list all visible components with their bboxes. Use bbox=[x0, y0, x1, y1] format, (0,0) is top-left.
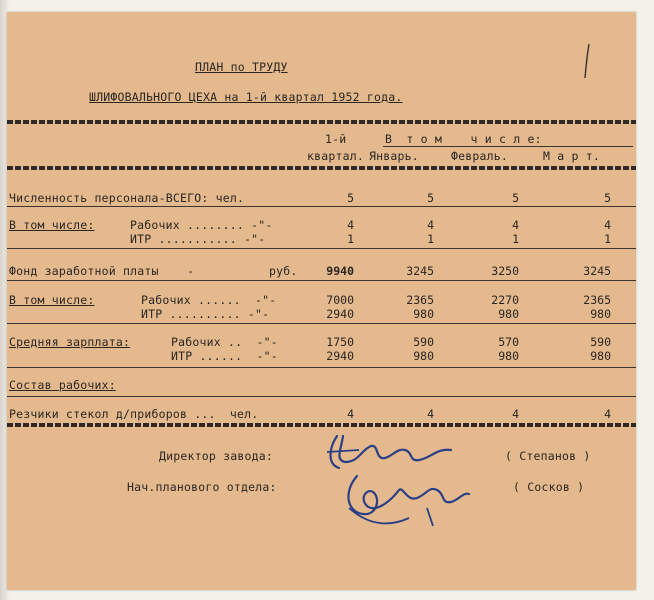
wage-workers-label: Рабочих ...... -"- bbox=[141, 293, 277, 307]
col-quarter-bottom: квартал. bbox=[307, 149, 364, 163]
avg-itr-q1: 2940 bbox=[326, 349, 354, 363]
row-rule-5 bbox=[7, 367, 636, 368]
wage-itr-q1: 2940 bbox=[326, 307, 354, 321]
wage-fund-mar: 3245 bbox=[583, 264, 611, 278]
page-subtitle: ШЛИФОВАЛЬНОГО ЦЕХА на 1-й квартал 1952 года. bbox=[89, 90, 403, 104]
glass-cutters-label: Резчики стекол д/приборов ... чел. bbox=[9, 407, 259, 421]
page-title: ПЛАН по ТРУДУ bbox=[195, 60, 288, 74]
wage-itr-feb: 980 bbox=[498, 307, 519, 321]
staff-total-mar: 5 bbox=[604, 191, 611, 205]
staff-workers-mar: 4 bbox=[604, 218, 611, 232]
document-page bbox=[7, 12, 636, 590]
staff-itr-mar: 1 bbox=[604, 232, 611, 246]
avg-itr-label: ИТР ...... -"- bbox=[171, 349, 278, 363]
header-top-rule bbox=[7, 120, 636, 124]
staff-workers-q1: 4 bbox=[347, 218, 354, 232]
workers-composition-label: Состав рабочих: bbox=[9, 378, 116, 392]
wage-itr-label: ИТР .......... -"- bbox=[141, 307, 270, 321]
wage-fund-label: Фонд заработной платы - bbox=[9, 264, 195, 278]
glass-cutters-jan: 4 bbox=[427, 407, 434, 421]
planning-label: Нач.планового отдела: bbox=[127, 480, 277, 494]
staff-workers-jan: 4 bbox=[427, 218, 434, 232]
header-bottom-rule bbox=[7, 166, 636, 170]
glass-cutters-feb: 4 bbox=[512, 407, 519, 421]
avg-itr-mar: 980 bbox=[590, 349, 611, 363]
planning-signature-icon bbox=[337, 468, 477, 532]
avg-workers-feb: 570 bbox=[498, 335, 519, 349]
wage-breakdown-prefix: В том числе: bbox=[9, 293, 95, 307]
row-rule-6 bbox=[7, 396, 636, 397]
wage-workers-q1: 7000 bbox=[326, 293, 354, 307]
staff-total-jan: 5 bbox=[427, 191, 434, 205]
staff-total-label: Численность персонала-ВСЕГО: чел. bbox=[9, 191, 245, 205]
pen-mark-icon bbox=[577, 42, 597, 82]
staff-itr-jan: 1 bbox=[427, 232, 434, 246]
col-in-that-number: В т о м ч и с л е: bbox=[385, 132, 542, 146]
row-rule-4 bbox=[7, 323, 636, 324]
row-rule-1 bbox=[7, 206, 636, 207]
avg-itr-jan: 980 bbox=[413, 349, 434, 363]
staff-workers-label: Рабочих ........ -"- bbox=[130, 218, 273, 232]
staff-total-q1: 5 bbox=[347, 191, 354, 205]
col-quarter-top: 1-й bbox=[325, 132, 347, 146]
staff-itr-q1: 1 bbox=[347, 232, 354, 246]
staff-breakdown-prefix: В том числе: bbox=[9, 218, 95, 232]
avg-workers-label: Рабочих .. -"- bbox=[171, 335, 278, 349]
header-sub-rule bbox=[383, 146, 633, 147]
staff-itr-label: ИТР ........... -"- bbox=[130, 232, 266, 246]
col-february: Февраль. bbox=[451, 149, 508, 163]
col-january: Январь. bbox=[369, 149, 419, 163]
planning-name: ( Сосков ) bbox=[513, 480, 585, 494]
wage-fund-feb: 3250 bbox=[491, 264, 519, 278]
row-rule-3 bbox=[7, 280, 636, 281]
wage-fund-unit: руб. bbox=[269, 264, 298, 278]
wage-workers-mar: 2365 bbox=[583, 293, 611, 307]
director-label: Директор завода: bbox=[159, 449, 273, 463]
staff-total-feb: 5 bbox=[512, 191, 519, 205]
col-march: М а р т. bbox=[543, 149, 600, 163]
wage-itr-jan: 980 bbox=[413, 307, 434, 321]
avg-workers-q1: 1750 bbox=[326, 335, 354, 349]
wage-fund-q1: 9940 bbox=[326, 264, 354, 278]
wage-workers-jan: 2365 bbox=[406, 293, 434, 307]
row-rule-2 bbox=[7, 248, 636, 249]
avg-workers-jan: 590 bbox=[413, 335, 434, 349]
avg-wage-prefix: Средняя зарплата: bbox=[9, 335, 131, 349]
avg-workers-mar: 590 bbox=[590, 335, 611, 349]
glass-cutters-mar: 4 bbox=[604, 407, 611, 421]
glass-cutters-q1: 4 bbox=[347, 407, 354, 421]
staff-itr-feb: 1 bbox=[512, 232, 519, 246]
table-bottom-rule bbox=[7, 423, 636, 427]
director-name: ( Степанов ) bbox=[505, 449, 591, 463]
avg-itr-feb: 980 bbox=[498, 349, 519, 363]
wage-itr-mar: 980 bbox=[590, 307, 611, 321]
wage-fund-jan: 3245 bbox=[406, 264, 434, 278]
wage-workers-feb: 2270 bbox=[491, 293, 519, 307]
staff-workers-feb: 4 bbox=[512, 218, 519, 232]
